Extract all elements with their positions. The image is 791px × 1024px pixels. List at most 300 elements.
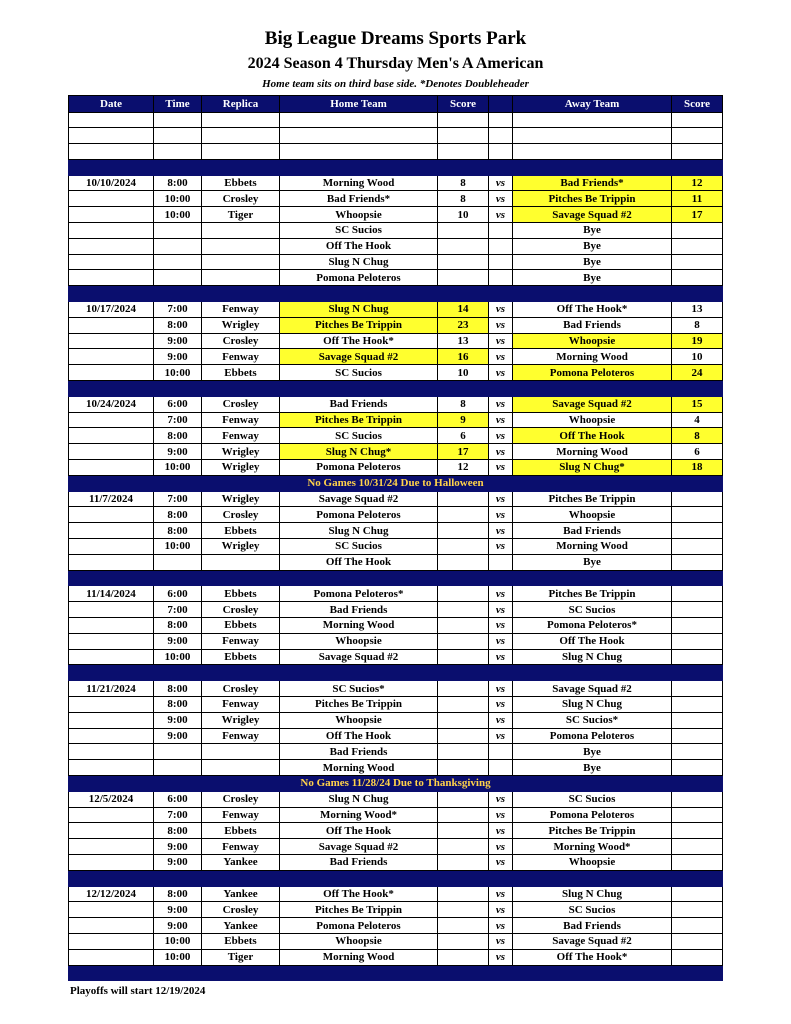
home-team-cell: Morning Wood xyxy=(280,760,438,776)
away-score-cell xyxy=(672,823,723,839)
date-cell xyxy=(69,949,154,965)
replica-cell xyxy=(202,144,280,160)
home-team-cell: Bad Friends* xyxy=(280,191,438,207)
home-score-cell xyxy=(438,238,489,254)
away-score-cell xyxy=(672,539,723,555)
home-score-cell xyxy=(438,933,489,949)
divider-cell xyxy=(69,286,723,302)
vs-cell: vs xyxy=(489,712,513,728)
divider-cell xyxy=(69,570,723,586)
away-team-cell: Bye xyxy=(513,760,672,776)
home-score-cell xyxy=(438,696,489,712)
home-score-cell xyxy=(438,823,489,839)
game-row xyxy=(69,144,723,160)
game-row xyxy=(69,633,723,649)
replica-cell: Yankee xyxy=(202,854,280,870)
date-cell xyxy=(69,712,154,728)
replica-cell xyxy=(202,760,280,776)
away-team-cell: Savage Squad #2 xyxy=(513,933,672,949)
time-cell: 9:00 xyxy=(154,854,202,870)
time-cell xyxy=(154,112,202,128)
game-row xyxy=(69,949,723,965)
replica-cell: Fenway xyxy=(202,633,280,649)
time-cell: 9:00 xyxy=(154,902,202,918)
home-score-cell xyxy=(438,918,489,934)
away-score-cell: 17 xyxy=(672,207,723,223)
vs-cell: vs xyxy=(489,681,513,697)
replica-cell: Wrigley xyxy=(202,444,280,460)
away-score-cell xyxy=(672,554,723,570)
home-score-cell xyxy=(438,254,489,270)
time-cell: 10:00 xyxy=(154,207,202,223)
game-row xyxy=(69,491,723,507)
game-row xyxy=(69,317,723,333)
away-score-cell xyxy=(672,270,723,286)
time-cell: 10:00 xyxy=(154,460,202,476)
header-row xyxy=(69,96,723,113)
game-row xyxy=(69,649,723,665)
away-team-cell: Bad Friends* xyxy=(513,175,672,191)
date-cell xyxy=(69,554,154,570)
game-row xyxy=(69,791,723,807)
home-score-cell: 16 xyxy=(438,349,489,365)
game-row xyxy=(69,302,723,318)
vs-cell xyxy=(489,223,513,239)
col-away-score: Score xyxy=(672,96,723,113)
away-score-cell xyxy=(672,933,723,949)
replica-cell: Fenway xyxy=(202,349,280,365)
away-team-cell: SC Sucios* xyxy=(513,712,672,728)
time-cell: 7:00 xyxy=(154,491,202,507)
away-team-cell: Bye xyxy=(513,270,672,286)
away-team-cell: Slug N Chug xyxy=(513,886,672,902)
section-divider xyxy=(69,965,723,981)
date-cell xyxy=(69,412,154,428)
replica-cell: Crosley xyxy=(202,191,280,207)
vs-cell: vs xyxy=(489,649,513,665)
vs-cell: vs xyxy=(489,854,513,870)
game-row xyxy=(69,539,723,555)
home-team-cell: Off The Hook* xyxy=(280,886,438,902)
vs-cell xyxy=(489,238,513,254)
game-row xyxy=(69,918,723,934)
time-cell: 6:00 xyxy=(154,586,202,602)
replica-cell: Crosley xyxy=(202,396,280,412)
away-team-cell xyxy=(513,128,672,144)
date-cell xyxy=(69,602,154,618)
away-score-cell xyxy=(672,491,723,507)
vs-cell: vs xyxy=(489,491,513,507)
away-team-cell: Bad Friends xyxy=(513,918,672,934)
game-row xyxy=(69,902,723,918)
time-cell: 9:00 xyxy=(154,633,202,649)
time-cell: 8:00 xyxy=(154,681,202,697)
away-team-cell: SC Sucios xyxy=(513,791,672,807)
home-team-cell: Slug N Chug xyxy=(280,302,438,318)
vs-cell: vs xyxy=(489,460,513,476)
away-score-cell xyxy=(672,918,723,934)
date-cell xyxy=(69,807,154,823)
vs-cell: vs xyxy=(489,633,513,649)
time-cell xyxy=(154,554,202,570)
time-cell xyxy=(154,144,202,160)
vs-cell: vs xyxy=(489,902,513,918)
date-cell xyxy=(69,254,154,270)
home-team-cell xyxy=(280,128,438,144)
schedule-body xyxy=(69,112,723,981)
col-away-team: Away Team xyxy=(513,96,672,113)
date-cell xyxy=(69,760,154,776)
replica-cell: Tiger xyxy=(202,949,280,965)
away-score-cell xyxy=(672,602,723,618)
away-score-cell xyxy=(672,586,723,602)
away-team-cell xyxy=(513,144,672,160)
away-score-cell: 11 xyxy=(672,191,723,207)
vs-cell: vs xyxy=(489,807,513,823)
away-team-cell: Whoopsie xyxy=(513,412,672,428)
date-cell: 10/24/2024 xyxy=(69,396,154,412)
replica-cell xyxy=(202,744,280,760)
replica-cell xyxy=(202,238,280,254)
home-score-cell xyxy=(438,728,489,744)
home-team-cell: Bad Friends xyxy=(280,854,438,870)
away-team-cell: Savage Squad #2 xyxy=(513,396,672,412)
home-score-cell: 10 xyxy=(438,365,489,381)
home-score-cell: 9 xyxy=(438,412,489,428)
game-row xyxy=(69,618,723,634)
away-team-cell xyxy=(513,112,672,128)
away-team-cell: Morning Wood* xyxy=(513,839,672,855)
time-cell xyxy=(154,254,202,270)
home-team-cell: Savage Squad #2 xyxy=(280,839,438,855)
time-cell: 6:00 xyxy=(154,791,202,807)
replica-cell: Crosley xyxy=(202,602,280,618)
home-team-cell: Pomona Peloteros xyxy=(280,270,438,286)
replica-cell: Yankee xyxy=(202,886,280,902)
game-row xyxy=(69,523,723,539)
home-score-cell: 23 xyxy=(438,317,489,333)
away-score-cell xyxy=(672,238,723,254)
date-cell: 11/21/2024 xyxy=(69,681,154,697)
vs-cell: vs xyxy=(489,412,513,428)
date-cell: 11/7/2024 xyxy=(69,491,154,507)
section-divider xyxy=(69,570,723,586)
vs-cell xyxy=(489,270,513,286)
replica-cell: Crosley xyxy=(202,507,280,523)
time-cell xyxy=(154,270,202,286)
home-team-cell: Savage Squad #2 xyxy=(280,649,438,665)
home-team-cell: Slug N Chug xyxy=(280,523,438,539)
game-row xyxy=(69,175,723,191)
date-cell xyxy=(69,191,154,207)
vs-cell xyxy=(489,254,513,270)
home-team-cell: SC Sucios xyxy=(280,539,438,555)
vs-cell: vs xyxy=(489,317,513,333)
home-score-cell xyxy=(438,633,489,649)
time-cell: 8:00 xyxy=(154,823,202,839)
game-row xyxy=(69,602,723,618)
date-cell xyxy=(69,365,154,381)
date-cell: 10/10/2024 xyxy=(69,175,154,191)
no-games-notice xyxy=(69,475,723,491)
game-row xyxy=(69,460,723,476)
date-cell xyxy=(69,539,154,555)
away-score-cell xyxy=(672,949,723,965)
away-team-cell: Slug N Chug xyxy=(513,649,672,665)
home-score-cell: 13 xyxy=(438,333,489,349)
time-cell: 8:00 xyxy=(154,886,202,902)
away-score-cell: 6 xyxy=(672,444,723,460)
home-team-cell xyxy=(280,144,438,160)
home-score-cell xyxy=(438,112,489,128)
date-cell xyxy=(69,333,154,349)
time-cell: 10:00 xyxy=(154,933,202,949)
home-team-cell: Pitches Be Trippin xyxy=(280,317,438,333)
date-cell xyxy=(69,523,154,539)
vs-cell: vs xyxy=(489,949,513,965)
away-team-cell: Slug N Chug xyxy=(513,696,672,712)
home-score-cell: 17 xyxy=(438,444,489,460)
home-score-cell xyxy=(438,807,489,823)
replica-cell xyxy=(202,128,280,144)
game-row xyxy=(69,270,723,286)
away-team-cell: Savage Squad #2 xyxy=(513,207,672,223)
date-cell xyxy=(69,317,154,333)
away-score-cell: 8 xyxy=(672,317,723,333)
date-cell: 12/5/2024 xyxy=(69,791,154,807)
home-team-cell: Off The Hook* xyxy=(280,333,438,349)
game-row xyxy=(69,207,723,223)
date-cell xyxy=(69,744,154,760)
date-cell xyxy=(69,902,154,918)
time-cell: 10:00 xyxy=(154,539,202,555)
vs-cell: vs xyxy=(489,539,513,555)
away-score-cell xyxy=(672,649,723,665)
away-score-cell xyxy=(672,144,723,160)
away-score-cell xyxy=(672,854,723,870)
vs-cell: vs xyxy=(489,791,513,807)
replica-cell: Fenway xyxy=(202,839,280,855)
away-team-cell: Bad Friends xyxy=(513,317,672,333)
away-team-cell: Morning Wood xyxy=(513,349,672,365)
col-date: Date xyxy=(69,96,154,113)
col-time: Time xyxy=(154,96,202,113)
vs-cell xyxy=(489,144,513,160)
time-cell xyxy=(154,744,202,760)
away-team-cell: Bye xyxy=(513,254,672,270)
home-team-cell: Morning Wood xyxy=(280,175,438,191)
away-score-cell: 4 xyxy=(672,412,723,428)
time-cell: 10:00 xyxy=(154,949,202,965)
game-row xyxy=(69,760,723,776)
home-score-cell xyxy=(438,839,489,855)
replica-cell: Fenway xyxy=(202,302,280,318)
away-score-cell: 19 xyxy=(672,333,723,349)
away-score-cell xyxy=(672,760,723,776)
home-team-cell: SC Sucios* xyxy=(280,681,438,697)
game-row xyxy=(69,428,723,444)
date-cell xyxy=(69,696,154,712)
schedule-table xyxy=(68,95,723,981)
replica-cell: Crosley xyxy=(202,791,280,807)
date-cell xyxy=(69,618,154,634)
vs-cell: vs xyxy=(489,586,513,602)
home-score-cell xyxy=(438,539,489,555)
date-cell xyxy=(69,128,154,144)
schedule-note: Home team sits on third base side. *Denotes Doubleheader xyxy=(262,78,529,90)
divider-cell xyxy=(69,965,723,981)
replica-cell: Crosley xyxy=(202,333,280,349)
replica-cell: Fenway xyxy=(202,428,280,444)
game-row xyxy=(69,933,723,949)
col-vs xyxy=(489,96,513,113)
game-row xyxy=(69,712,723,728)
game-row xyxy=(69,728,723,744)
date-cell xyxy=(69,144,154,160)
time-cell: 8:00 xyxy=(154,507,202,523)
game-row xyxy=(69,586,723,602)
vs-cell: vs xyxy=(489,886,513,902)
date-cell xyxy=(69,112,154,128)
divider-cell xyxy=(69,381,723,397)
time-cell: 7:00 xyxy=(154,807,202,823)
away-score-cell xyxy=(672,839,723,855)
away-team-cell: Slug N Chug* xyxy=(513,460,672,476)
home-team-cell: Slug N Chug xyxy=(280,254,438,270)
replica-cell: Wrigley xyxy=(202,317,280,333)
away-team-cell: Off The Hook xyxy=(513,633,672,649)
vs-cell: vs xyxy=(489,396,513,412)
date-cell xyxy=(69,428,154,444)
vs-cell: vs xyxy=(489,523,513,539)
away-team-cell: Off The Hook* xyxy=(513,302,672,318)
section-divider xyxy=(69,870,723,886)
game-row xyxy=(69,681,723,697)
home-score-cell xyxy=(438,128,489,144)
away-score-cell xyxy=(672,523,723,539)
replica-cell xyxy=(202,223,280,239)
home-score-cell xyxy=(438,649,489,665)
away-score-cell xyxy=(672,633,723,649)
date-cell: 10/17/2024 xyxy=(69,302,154,318)
away-team-cell: Savage Squad #2 xyxy=(513,681,672,697)
away-score-cell xyxy=(672,128,723,144)
game-row xyxy=(69,349,723,365)
vs-cell xyxy=(489,128,513,144)
vs-cell: vs xyxy=(489,602,513,618)
replica-cell xyxy=(202,554,280,570)
date-cell xyxy=(69,633,154,649)
home-team-cell: Whoopsie xyxy=(280,207,438,223)
home-team-cell: SC Sucios xyxy=(280,365,438,381)
replica-cell: Wrigley xyxy=(202,539,280,555)
home-score-cell xyxy=(438,902,489,918)
home-team-cell: Pitches Be Trippin xyxy=(280,696,438,712)
game-row xyxy=(69,112,723,128)
home-team-cell: Savage Squad #2 xyxy=(280,349,438,365)
home-team-cell: Whoopsie xyxy=(280,633,438,649)
game-row xyxy=(69,238,723,254)
home-team-cell: Slug N Chug* xyxy=(280,444,438,460)
replica-cell: Yankee xyxy=(202,918,280,934)
replica-cell: Fenway xyxy=(202,807,280,823)
away-team-cell: Bye xyxy=(513,223,672,239)
time-cell: 10:00 xyxy=(154,649,202,665)
time-cell: 6:00 xyxy=(154,396,202,412)
home-score-cell xyxy=(438,760,489,776)
away-score-cell xyxy=(672,807,723,823)
date-cell: 12/12/2024 xyxy=(69,886,154,902)
time-cell: 9:00 xyxy=(154,444,202,460)
time-cell: 9:00 xyxy=(154,918,202,934)
date-cell xyxy=(69,918,154,934)
home-team-cell: Off The Hook xyxy=(280,554,438,570)
vs-cell: vs xyxy=(489,191,513,207)
away-team-cell: Bye xyxy=(513,744,672,760)
away-team-cell: Pomona Peloteros xyxy=(513,807,672,823)
away-score-cell xyxy=(672,618,723,634)
vs-cell: vs xyxy=(489,696,513,712)
col-home-team: Home Team xyxy=(280,96,438,113)
replica-cell: Fenway xyxy=(202,696,280,712)
vs-cell: vs xyxy=(489,349,513,365)
replica-cell: Fenway xyxy=(202,412,280,428)
away-score-cell xyxy=(672,112,723,128)
away-team-cell: Bye xyxy=(513,238,672,254)
time-cell xyxy=(154,238,202,254)
replica-cell: Crosley xyxy=(202,681,280,697)
date-cell xyxy=(69,460,154,476)
time-cell: 9:00 xyxy=(154,712,202,728)
notice-text: No Games 10/31/24 Due to Halloween xyxy=(69,475,723,491)
divider-cell xyxy=(69,870,723,886)
date-cell xyxy=(69,823,154,839)
away-team-cell: Morning Wood xyxy=(513,444,672,460)
home-team-cell: Morning Wood xyxy=(280,949,438,965)
vs-cell: vs xyxy=(489,933,513,949)
vs-cell: vs xyxy=(489,444,513,460)
home-team-cell: Bad Friends xyxy=(280,744,438,760)
vs-cell: vs xyxy=(489,302,513,318)
home-team-cell: Pitches Be Trippin xyxy=(280,902,438,918)
col-replica: Replica xyxy=(202,96,280,113)
replica-cell: Ebbets xyxy=(202,933,280,949)
time-cell: 9:00 xyxy=(154,728,202,744)
vs-cell: vs xyxy=(489,428,513,444)
away-score-cell xyxy=(672,254,723,270)
game-row xyxy=(69,396,723,412)
home-team-cell: SC Sucios xyxy=(280,223,438,239)
away-team-cell: Off The Hook xyxy=(513,428,672,444)
away-team-cell: Pitches Be Trippin xyxy=(513,191,672,207)
away-team-cell: Pomona Peloteros xyxy=(513,365,672,381)
vs-cell: vs xyxy=(489,365,513,381)
home-score-cell xyxy=(438,554,489,570)
vs-cell: vs xyxy=(489,728,513,744)
replica-cell: Crosley xyxy=(202,902,280,918)
game-row xyxy=(69,554,723,570)
date-cell xyxy=(69,649,154,665)
home-team-cell: Pomona Peloteros xyxy=(280,460,438,476)
time-cell xyxy=(154,128,202,144)
game-row xyxy=(69,507,723,523)
vs-cell: vs xyxy=(489,618,513,634)
home-score-cell xyxy=(438,886,489,902)
game-row xyxy=(69,823,723,839)
page-title: Big League Dreams Sports Park xyxy=(264,28,527,49)
home-team-cell: Off The Hook xyxy=(280,823,438,839)
game-row xyxy=(69,223,723,239)
